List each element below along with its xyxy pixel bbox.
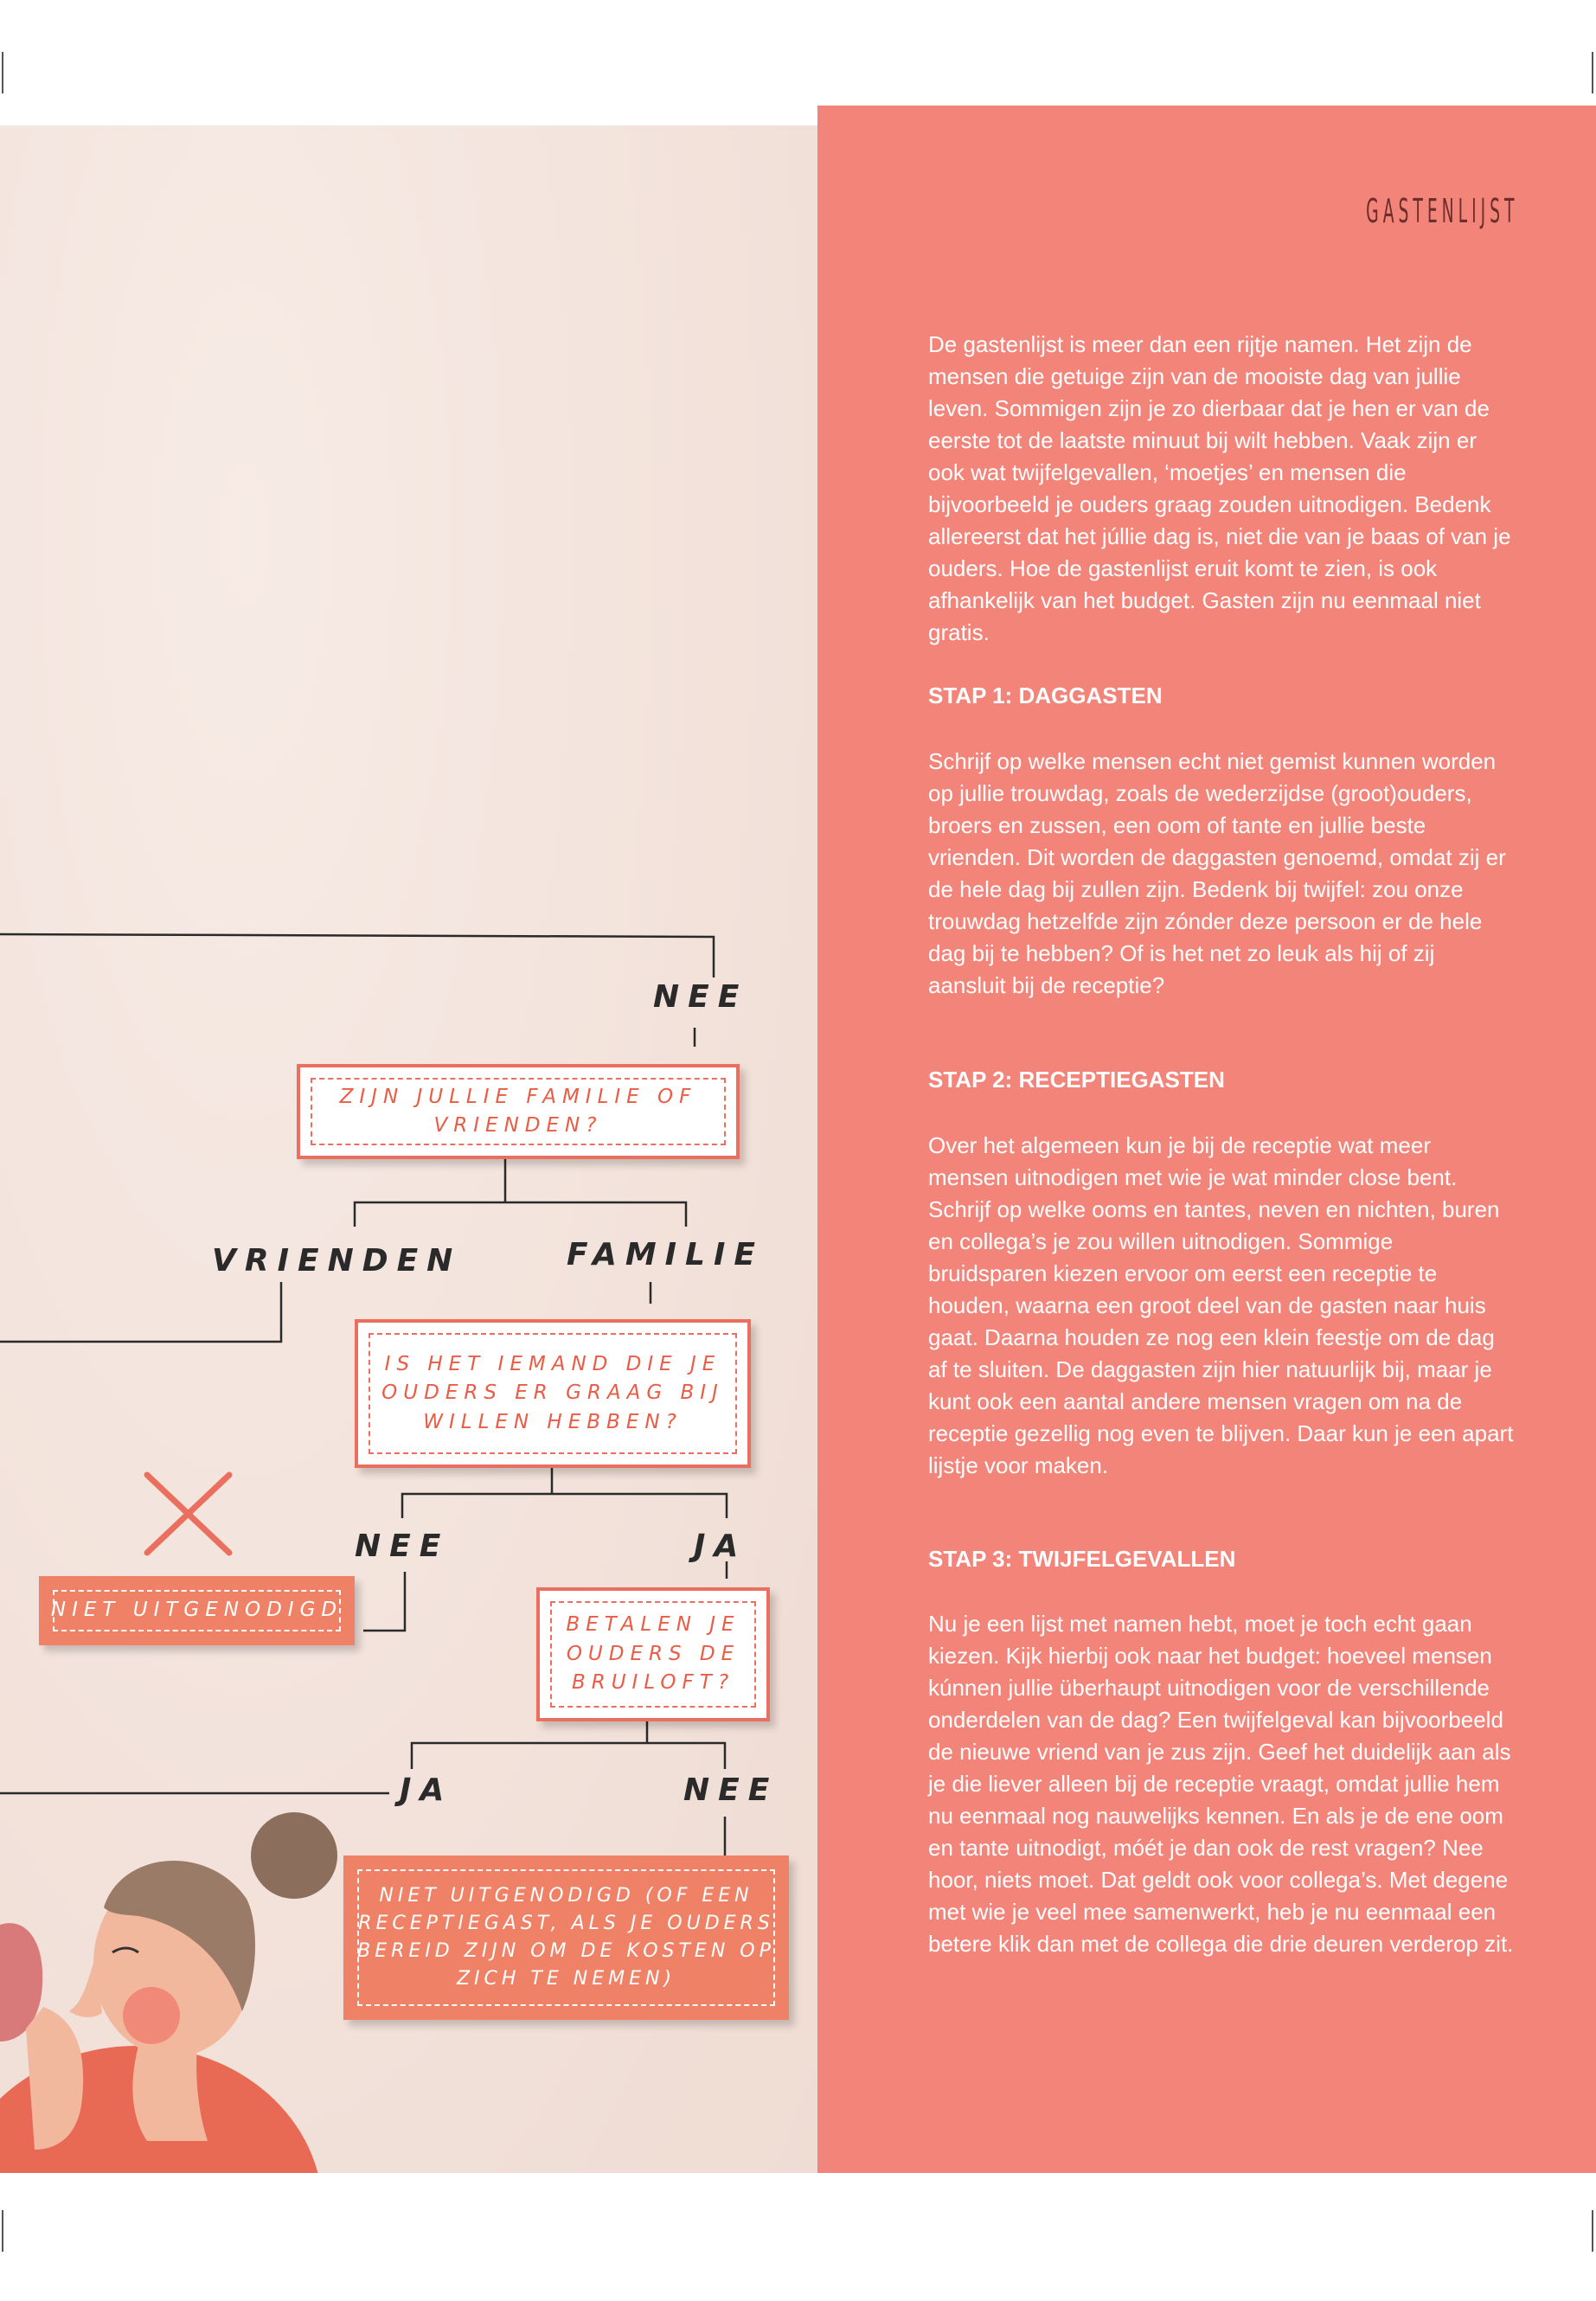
woman-illustration	[0, 1812, 337, 2173]
crop-mark-top-left	[2, 52, 3, 93]
step2-paragraph: Over het algemeen kun je bij de receptie wat meer mensen uitnodigen met wie je wat minder close bent. Schrijf op welke ooms en tantes, neven en nichten, buren en collega’s je zou willen uitnodigen. Sommige bruidsparen kiezen ervoor om eerst een receptie te houden, waarna een groot deel van de gasten naar huis gaat. Daarna houden ze nog een klein feestje om de dag af te sluiten. De daggasten zijn hier natuurlijk bij, maar je kunt ook een aantal andere mensen vragen om na de receptie gezellig nog even te blijven. Daar kun je een apart lijstje voor maken.	[928, 1132, 1514, 1478]
intro-paragraph: De gastenlijst is meer dan een rijtje namen. Het zijn de mensen die getuige zijn van de mooiste dag van jullie leven. Sommigen zijn je zo dierbaar dat je hen er van de eerste tot de laatste minuut bij wilt hebben. Vaak zijn er ook wat twijfelgevallen, ‘moetjes’ en mensen die bijvoorbeeld je ouders graag zouden uitnodigen. Bedenk allereerst dat het júllie dag is, niet die van je baas of van je ouders. Hoe de gastenlijst eruit komt te zien, is ook afhankelijk van het budget. Gasten zijn nu eenmaal niet gratis.	[928, 331, 1511, 645]
cross-icon	[147, 1475, 229, 1553]
answer-ja-1: JA	[694, 1529, 747, 1564]
result-not-invited-or-reception-text: NIET UITGENODIGD (OF EEN RECEPTIEGAST, ALS JE OUDERS BEREID ZIJN OM DE KOSTEN OP ZICH TE NEMEN)	[357, 1885, 775, 1990]
result-not-invited-text: NIET UITGENODIGD	[50, 1599, 343, 1622]
question-parents-pay-text: BETALEN JE OUDERS DE BRUILOFT?	[566, 1613, 740, 1695]
answer-nee-1: NEE	[653, 979, 748, 1015]
answer-familie: FAMILIE	[567, 1237, 764, 1272]
step3-heading: STAP 3: TWIJFELGEVALLEN	[928, 1546, 1236, 1572]
step3-paragraph: Nu je een lijst met namen hebt, moet je toch echt gaan kiezen. Kijk hierbij ook naar het budget: hoeveel mensen kúnnen jullie überhaupt uitnodigen voor de verschillende onderdelen van de dag? Een twijfelgeval kan bijvoorbeeld de nieuwe vriend van je zus zijn. Geef het duidelijk aan als je die liever alleen bij de receptie vraagt, omdat jullie hem nu eenmaal nog nauwelijks kennen. En als je de ene oom en tante uitnodigt, móét je dan ook de rest vragen? Nee hoor, niets moet. Dat geldt ook voor collega’s. Met degene met wie je veel mee samenwerkt, heb je nu eenmaal een betere klik dan met de collega die drie deuren verderop zit.	[928, 1611, 1514, 1957]
result-not-invited	[39, 1576, 355, 1645]
article-panel	[817, 106, 1596, 2173]
question-family-or-friends	[297, 1064, 740, 1159]
answer-nee-3: NEE	[683, 1772, 779, 1808]
step2-heading: STAP 2: RECEPTIEGASTEN	[928, 1067, 1225, 1093]
crop-mark-top-right	[1592, 52, 1593, 93]
question-family-or-friends-text: ZIJN JULLIE FAMILIE OF VRIENDEN?	[339, 1085, 697, 1137]
answer-nee-2: NEE	[355, 1529, 450, 1564]
step1-heading: STAP 1: DAGGASTEN	[928, 683, 1163, 708]
answer-vrienden: VRIENDEN	[212, 1243, 462, 1279]
crop-mark-bottom-left	[2, 2210, 3, 2252]
result-not-invited-or-reception	[343, 1856, 789, 2020]
answer-ja-2: JA	[400, 1772, 453, 1808]
crop-mark-bottom-right	[1592, 2210, 1593, 2252]
question-parents-want	[355, 1319, 751, 1468]
flowchart-panel	[0, 125, 817, 2173]
section-title: GASTENLIJST	[1365, 192, 1518, 230]
question-parents-pay	[536, 1587, 770, 1721]
question-parents-want-text: IS HET IEMAND DIE JE OUDERS ER GRAAG BIJ WILLEN HEBBEN?	[381, 1352, 724, 1433]
step1-paragraph: Schrijf op welke mensen echt niet gemist kunnen worden op jullie trouwdag, zoals de wederzijdse (groot)ouders, broers en zussen, een oom of tante en jullie beste vrienden. Dit worden de daggasten genoemd, omdat zij er de hele dag bij zullen zijn. Bedenk bij twijfel: zou onze trouwdag hetzelfde zijn zónder deze persoon er de hele dag bij te hebben? Of is het net zo leuk als hij of zij aansluit bij de receptie?	[928, 748, 1506, 998]
